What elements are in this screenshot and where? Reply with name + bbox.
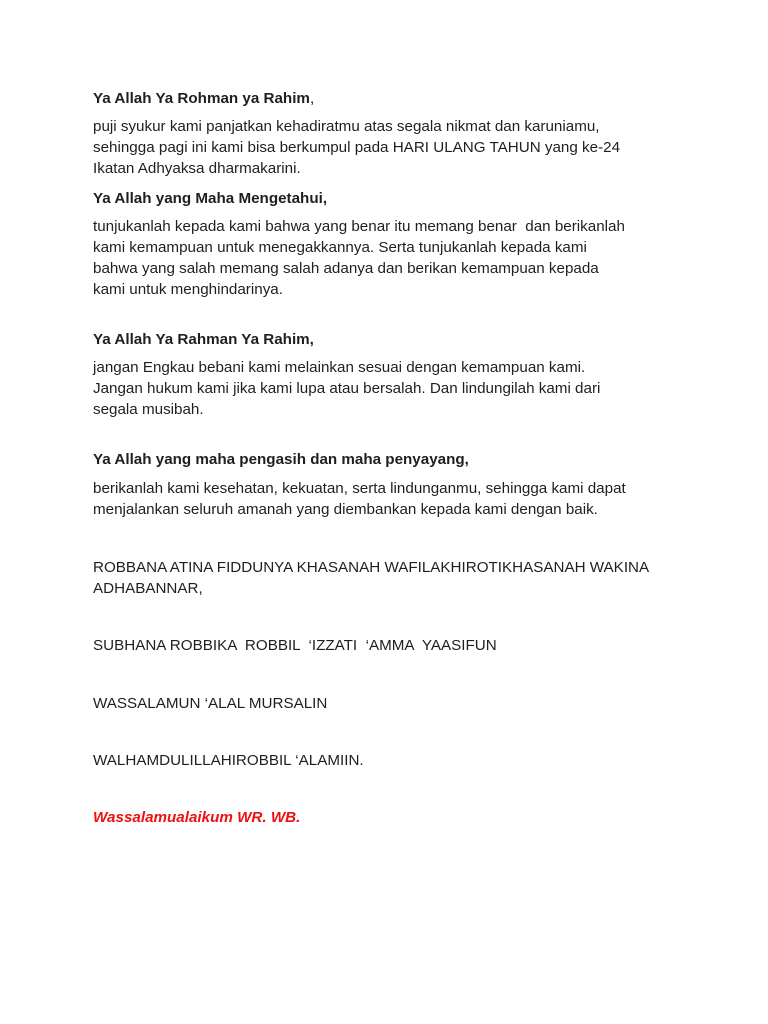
paragraph-puji-syukur: puji syukur kami panjatkan kehadiratmu atas segala nikmat dan karuniamu, sehingga pagi ini kami bisa berkumpul pada HARI ULANG TAHUN yang ke-24 Ikatan Adhyaksa dharmakarini. (93, 118, 621, 177)
heading-rohman-rahim-text: Ya Allah Ya Rohman ya Rahim (93, 90, 310, 107)
heading-rohman-rahim (93, 88, 693, 109)
closing-salam: Wassalamualaikum WR. WB. (93, 809, 301, 826)
paragraph-jangan-bebani: jangan Engkau bebani kami melainkan sesuai dengan kemampuan kami. Jangan hukum kami jika kami lupa atau bersalah. Dan lindungilah kami dari segala musibah. (93, 359, 601, 418)
heading-maha-mengetahui: Ya Allah yang Maha Mengetahui, (93, 190, 328, 207)
heading-rohman-rahim-comma: , (309, 90, 315, 107)
paragraph-tunjukanlah: tunjukanlah kepada kami bahwa yang benar itu memang benar dan berikanlah kami kemampuan untuk menegakkannya. Serta tunjukanlah kepada kami bahwa yang salah memang salah adanya dan berikan kemampuan kepada kami untuk menghindarinya. (93, 218, 625, 298)
doa-wassalamun: WASSALAMUN ‘ALAL MURSALIN (93, 695, 328, 712)
doa-subhana: SUBHANA ROBBIKA ROBBIL ‘IZZATI ‘AMMA YAASIFUN (93, 637, 497, 654)
doa-walhamdulillah: WALHAMDULILLAHIROBBIL ‘ALAMIIN. (93, 752, 364, 769)
doa-robbana: ROBBANA ATINA FIDDUNYA KHASANAH WAFILAKHIROTIKHASANAH WAKINA ADHABANNAR, (93, 559, 650, 597)
heading-rahman-rahim: Ya Allah Ya Rahman Ya Rahim, (93, 331, 314, 348)
heading-maha-pengasih: Ya Allah yang maha pengasih dan maha penyayang, (93, 451, 469, 468)
paragraph-berikanlah: berikanlah kami kesehatan, kekuatan, serta lindunganmu, sehingga kami dapat menjalankan seluruh amanah yang diembankan kepada kami dengan baik. (93, 480, 626, 518)
